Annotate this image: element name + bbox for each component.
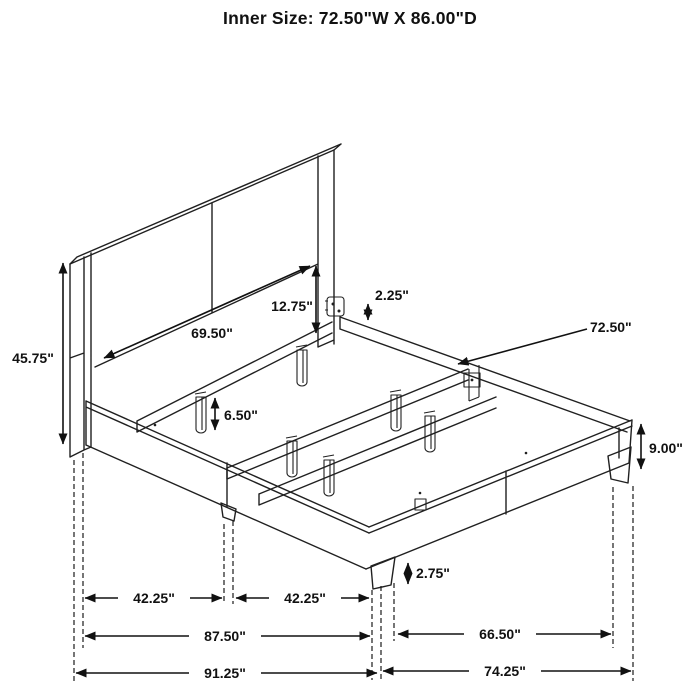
- dim-center-leg: [215, 398, 258, 430]
- dim-half-span-left: [85, 588, 222, 606]
- dim-depth-span-inner: [398, 624, 611, 642]
- dim-foot-height-label: 2.75": [416, 565, 450, 581]
- dim-rail-lip: [368, 287, 409, 320]
- dim-depth-span-inner-label: 66.50": [479, 626, 521, 642]
- dim-overall-span: [76, 663, 377, 681]
- dim-overall-depth-label: 74.25": [484, 663, 526, 679]
- left-side-rail: [86, 401, 369, 569]
- dim-side-rail-height: [641, 424, 683, 469]
- dim-panel-to-rail-label: 12.75": [271, 298, 313, 314]
- dim-center-rail: [458, 319, 632, 364]
- dim-half-span-right-label: 42.25": [284, 590, 326, 606]
- dim-headboard-width-label: 69.50": [191, 325, 233, 341]
- dim-half-span-right: [236, 588, 369, 606]
- foot-left-leg: [371, 557, 395, 589]
- dim-overall-span-label: 91.25": [204, 665, 246, 681]
- dim-center-rail-label: 72.50": [590, 319, 632, 335]
- support-leg: [424, 411, 435, 452]
- dim-headboard-height-label: 45.75": [12, 350, 54, 366]
- dim-panel-to-rail: [271, 266, 316, 333]
- dim-rail-lip-label: 2.25": [375, 287, 409, 303]
- dim-frame-span-label: 87.50": [204, 628, 246, 644]
- center-crossbar-2: [227, 365, 480, 479]
- dim-foot-height: [408, 563, 450, 584]
- dim-side-rail-height-label: 9.00": [649, 440, 683, 456]
- dim-frame-span: [85, 626, 370, 644]
- dim-half-span-left-label: 42.25": [133, 590, 175, 606]
- page-title: Inner Size: 72.50"W X 86.00"D: [223, 8, 477, 28]
- dim-center-leg-label: 6.50": [224, 407, 258, 423]
- dim-headboard-height: [12, 263, 63, 444]
- dim-overall-depth: [383, 661, 631, 679]
- extension-lines: [74, 453, 633, 681]
